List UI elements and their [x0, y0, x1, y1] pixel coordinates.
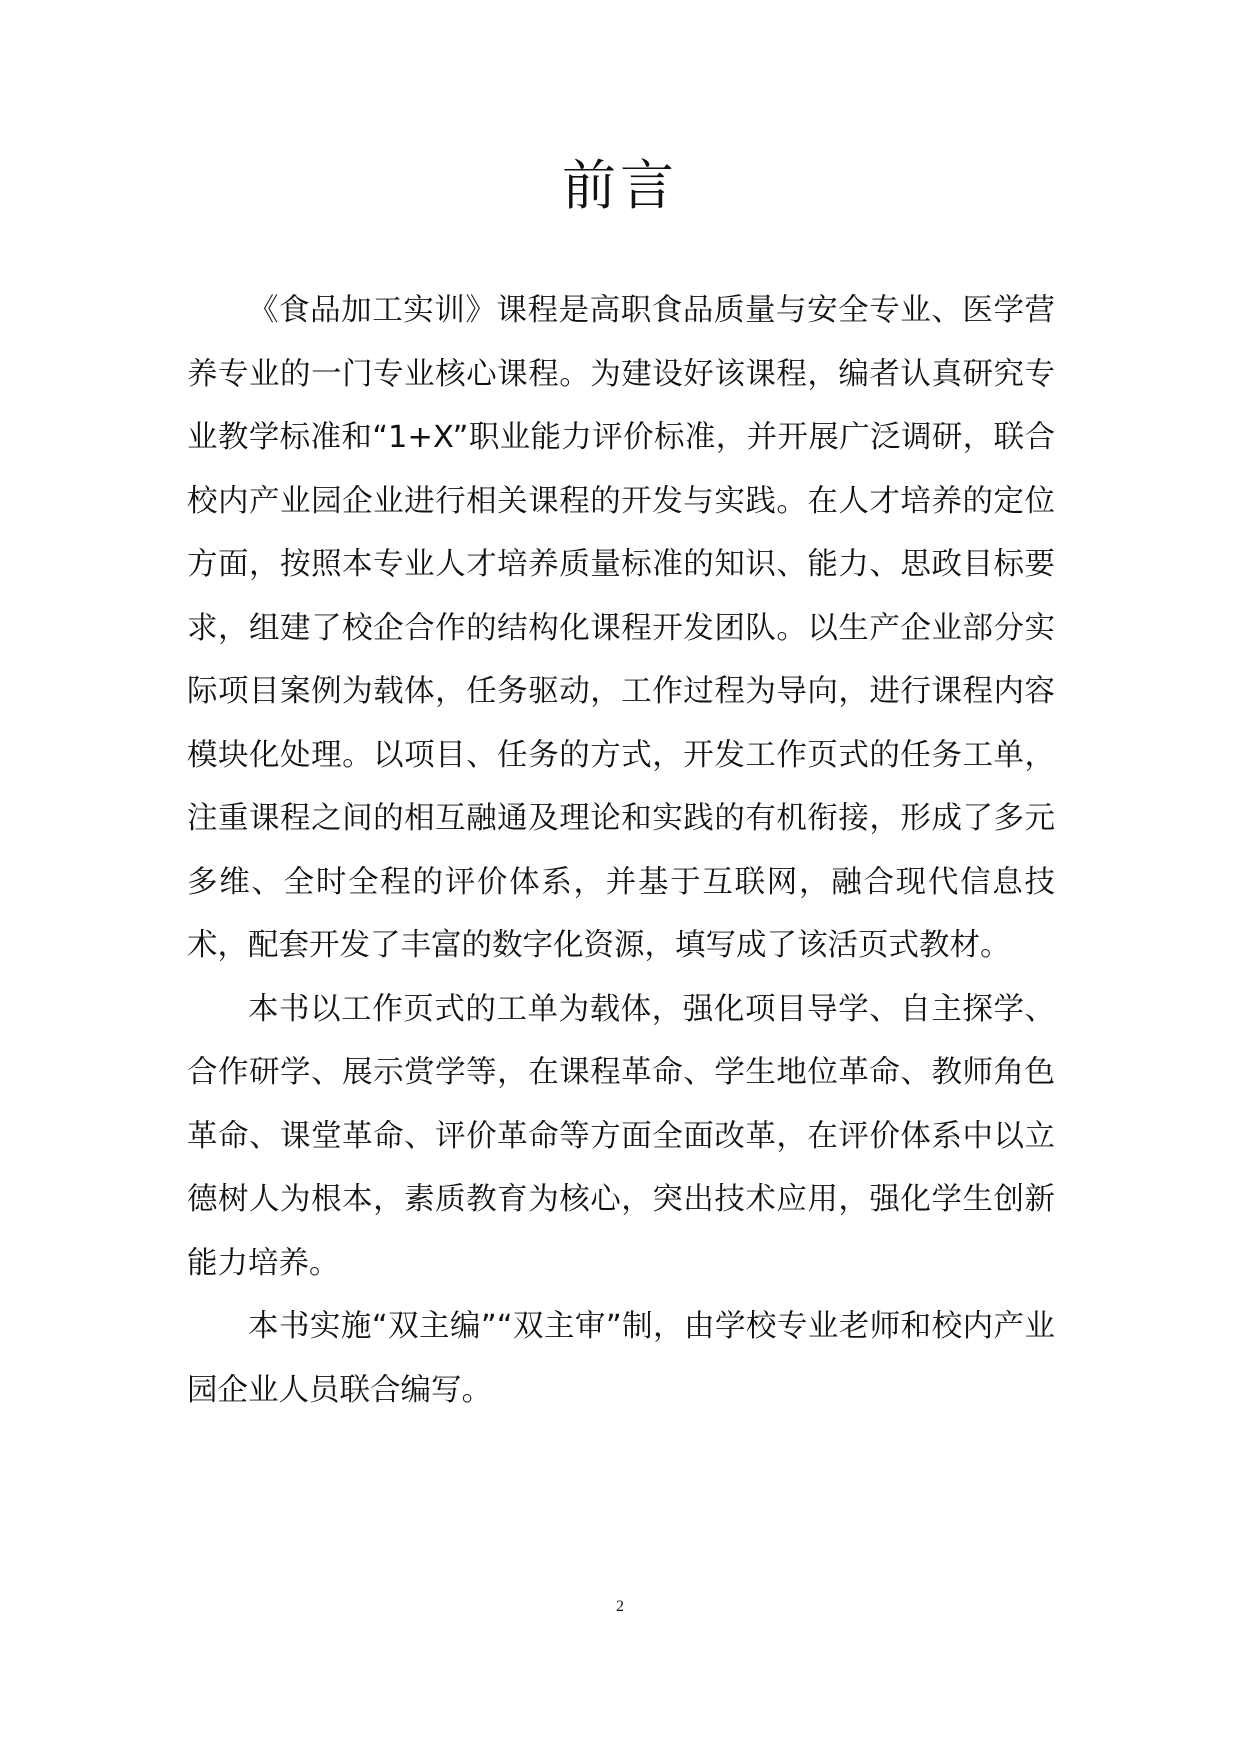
paragraph-1: 《食品加工实训》课程是高职食品质量与安全专业、医学营养专业的一门专业核心课程。为建设好该课程，编者认真研究专业教学标准和“1+X”职业能力评价标准，并开展广泛调研，联合校内产业园企业进行相关课程的开发与实践。在人才培养的定位方面，按照本专业人才培养质量标准的知识、能力、思政目标要求，组建了校企合作的结构化课程开发团队。以生产企业部分实际项目案例为载体，任务驱动，工作过程为导向，进行课程内容模块化处理。以项目、任务的方式，开发工作页式的任务工单，注重课程之间的相互融通及理论和实践的有机衔接，形成了多元多维、全时全程的评价体系，并基于互联网，融合现代信息技术，配套开发了丰富的数字化资源，填写成了该活页式教材。: [187, 293, 1055, 963]
page-number: 2: [616, 1598, 624, 1615]
paragraph-3: 本书实施“双主编”“双主审”制，由学校专业老师和校内产业园企业人员联合编写。: [187, 1309, 1055, 1408]
preface-body: [187, 279, 1055, 1422]
paragraph-2: 本书以工作页式的工单为载体，强化项目导学、自主探学、合作研学、展示赏学等，在课程革命、学生地位革命、教师角色革命、课堂革命、评价革命等方面全面改革，在评价体系中以立德树人为根本，素质教育为核心，突出技术应用，强化学生创新能力培养。: [187, 991, 1055, 1281]
page-title: 前言: [562, 154, 678, 217]
